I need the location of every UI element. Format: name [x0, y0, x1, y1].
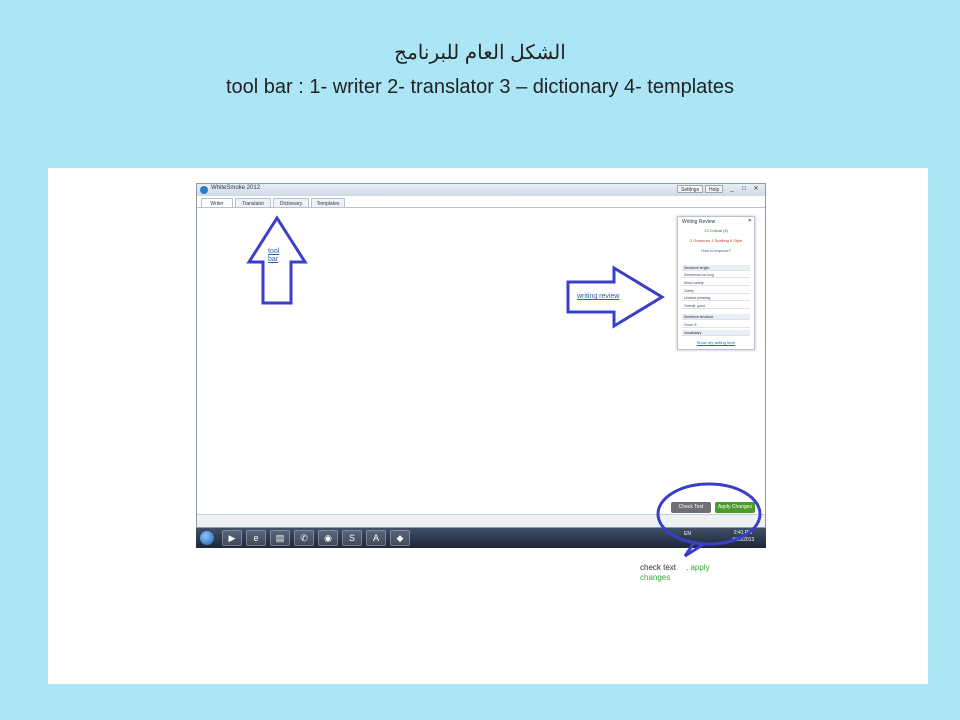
close-icon[interactable]: ✕ — [747, 218, 752, 224]
writing-review-label: writing review — [577, 293, 620, 300]
slide-title-english: tool bar : 1- writer 2- translator 3 – dictionary 4- templates — [226, 76, 734, 98]
apply-note: , apply — [686, 563, 710, 572]
minimize-button[interactable]: _ — [730, 186, 734, 192]
help-button[interactable]: Help — [705, 185, 723, 193]
tool-bar-label-line2: bar — [268, 256, 279, 263]
review-row: Word variety — [682, 280, 750, 286]
callout-tail — [685, 543, 704, 556]
clock-date: 4/20/2013 — [732, 537, 755, 543]
tab-translator[interactable]: Translator — [235, 198, 271, 208]
review-issues: 3 Grammar 1 Spelling 0 Style — [689, 238, 743, 243]
review-score: 13 Critical (4) — [704, 228, 728, 233]
writing-level-link[interactable]: Show my writing level — [696, 340, 736, 345]
clock-time: 2:41 PM — [733, 530, 753, 536]
apply-changes-button[interactable]: Apply Changes — [715, 502, 755, 513]
check-text-note: check text — [640, 563, 677, 572]
tab-writer[interactable]: Writer — [201, 198, 233, 208]
buttons-highlight-ellipse — [658, 484, 760, 544]
tab-templates[interactable]: Templates — [311, 198, 345, 208]
internet-explorer-icon[interactable]: e — [246, 530, 266, 546]
check-text-button[interactable]: Check Text — [671, 502, 711, 513]
file-explorer-icon[interactable]: ▤ — [270, 530, 290, 546]
review-row: Sentences too long — [682, 272, 750, 278]
tab-dictionary[interactable]: Dictionary — [273, 198, 309, 208]
review-row: Overall: good — [682, 303, 750, 309]
how-to-improve-link[interactable]: How to improve? — [700, 248, 731, 253]
skype-icon[interactable]: S — [342, 530, 362, 546]
writing-review-title: Writing Review — [682, 219, 716, 225]
maximize-button[interactable]: □ — [742, 186, 746, 192]
messenger-icon[interactable]: ✆ — [294, 530, 314, 546]
review-row: Unclear phrasing — [682, 295, 750, 301]
app-title: WhiteSmoke 2012 — [211, 185, 261, 191]
language-indicator[interactable]: EN — [684, 531, 691, 537]
changes-note: changes — [640, 573, 671, 582]
review-row: Sentence length — [682, 265, 750, 271]
tool-bar-label — [268, 248, 279, 264]
close-button[interactable]: ✕ — [753, 186, 759, 192]
review-row: Vocabulary — [682, 330, 750, 336]
adobe-reader-icon[interactable]: A — [366, 530, 386, 546]
media-player-icon[interactable]: ▶ — [222, 530, 242, 546]
chrome-icon[interactable]: ◉ — [318, 530, 338, 546]
review-row: Sentence structure — [682, 314, 750, 320]
review-row: Clarity — [682, 288, 750, 294]
app-icon[interactable]: ◆ — [390, 530, 410, 546]
slide-title-arabic: الشكل العام للبرنامج — [394, 42, 566, 64]
review-row: Good: 5 — [682, 322, 750, 328]
settings-button[interactable]: Settings — [677, 185, 703, 193]
tool-bar-label-line1: tool — [268, 248, 280, 255]
